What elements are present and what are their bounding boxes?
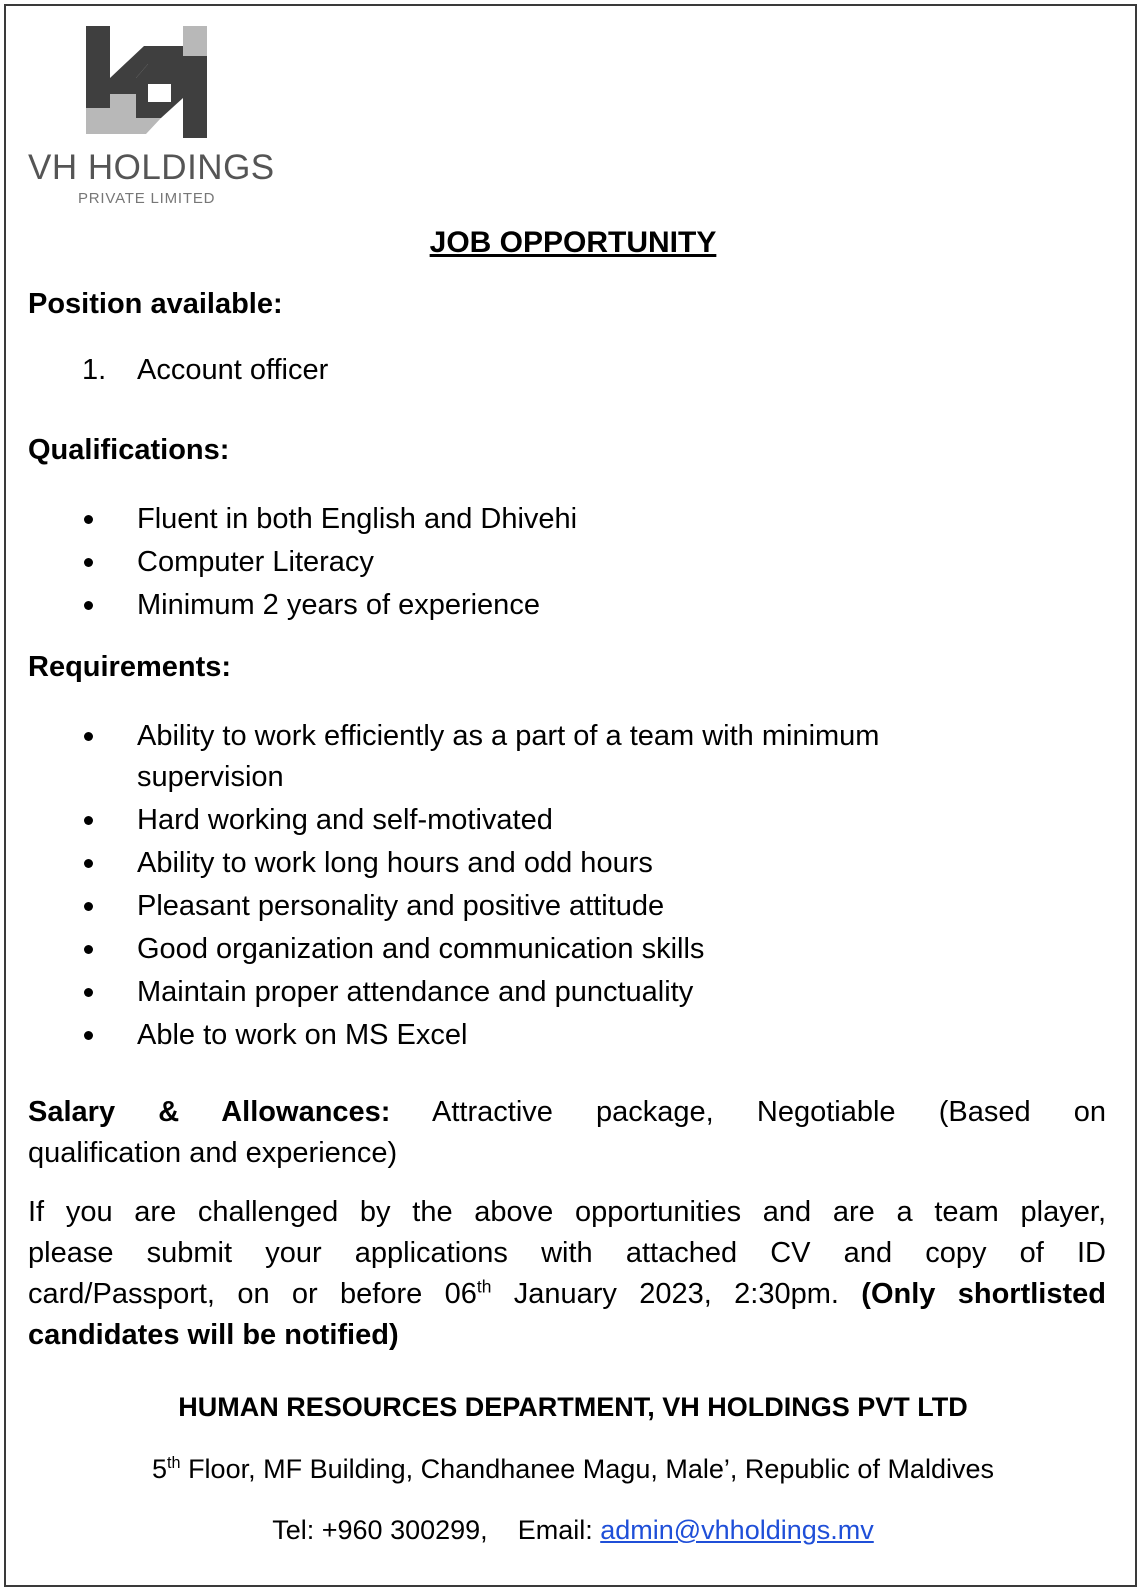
address bbox=[0, 1454, 1146, 1485]
shortlist-notice: (Only shortlisted bbox=[861, 1278, 1106, 1310]
requirement-item: Pleasant personality and positive attitude bbox=[137, 890, 665, 922]
bullet-icon bbox=[84, 816, 93, 825]
requirements-heading: Requirements: bbox=[28, 651, 232, 683]
bullet-icon bbox=[84, 1031, 93, 1040]
telephone: Tel: +960 300299, bbox=[272, 1515, 488, 1545]
requirement-item: Good organization and communication skills bbox=[137, 933, 705, 965]
page-title: JOB OPPORTUNITY bbox=[429, 226, 717, 259]
application-paragraph bbox=[28, 1192, 1106, 1356]
department-name: HUMAN RESOURCES DEPARTMENT, VH HOLDINGS PVT LTD bbox=[178, 1392, 968, 1422]
salary-label: Salary & Allowances: bbox=[28, 1096, 391, 1128]
application-deadline: card/Passport, on or before 06 bbox=[28, 1278, 477, 1310]
email-link[interactable]: admin@vhholdings.mv bbox=[600, 1515, 874, 1545]
requirement-item-continuation: supervision bbox=[137, 761, 284, 793]
bullet-icon bbox=[84, 601, 93, 610]
bullet-icon bbox=[84, 558, 93, 567]
salary-text-continuation: qualification and experience) bbox=[28, 1137, 398, 1169]
requirement-item: Maintain proper attendance and punctuality bbox=[137, 976, 694, 1008]
qualification-item: Minimum 2 years of experience bbox=[137, 589, 540, 621]
application-line: please submit your applications with attached CV and copy of ID bbox=[28, 1237, 1106, 1269]
bullet-icon bbox=[84, 988, 93, 997]
email-label: Email: bbox=[517, 1515, 593, 1545]
company-name: VH HOLDINGS bbox=[28, 148, 275, 187]
bullet-icon bbox=[84, 515, 93, 524]
application-line: If you are challenged by the above opportunities and are a team player, bbox=[28, 1196, 1106, 1228]
ordinal-suffix: th bbox=[476, 1276, 492, 1297]
address-text: Floor, MF Building, Chandhanee Magu, Male’, Republic of Maldives bbox=[180, 1454, 994, 1484]
requirement-item: Ability to work efficiently as a part of a team with minimum bbox=[137, 720, 880, 752]
qualification-item: Computer Literacy bbox=[137, 546, 374, 578]
ordinal-suffix: th bbox=[167, 1454, 181, 1472]
qualifications-heading: Qualifications: bbox=[28, 434, 230, 466]
position-number: 1. bbox=[82, 354, 107, 386]
salary-text: Attractive package, Negotiable (Based on bbox=[432, 1096, 1106, 1128]
shortlist-notice-continuation: candidates will be notified) bbox=[28, 1319, 399, 1351]
position-heading: Position available: bbox=[28, 288, 283, 320]
requirement-item: Hard working and self-motivated bbox=[137, 804, 553, 836]
requirement-item: Ability to work long hours and odd hours bbox=[137, 847, 653, 879]
salary-paragraph bbox=[28, 1092, 1106, 1174]
bullet-icon bbox=[84, 945, 93, 954]
contact-line bbox=[0, 1515, 1146, 1546]
bullet-icon bbox=[84, 732, 93, 741]
position-item: Account officer bbox=[137, 354, 329, 386]
application-deadline-date: January 2023, 2:30pm. bbox=[491, 1278, 862, 1310]
bullet-icon bbox=[84, 859, 93, 868]
requirement-item: Able to work on MS Excel bbox=[137, 1019, 468, 1051]
address-floor: 5 bbox=[152, 1454, 168, 1484]
qualification-item: Fluent in both English and Dhivehi bbox=[137, 503, 578, 535]
company-subtitle: PRIVATE LIMITED bbox=[78, 190, 216, 207]
bullet-icon bbox=[84, 902, 93, 911]
